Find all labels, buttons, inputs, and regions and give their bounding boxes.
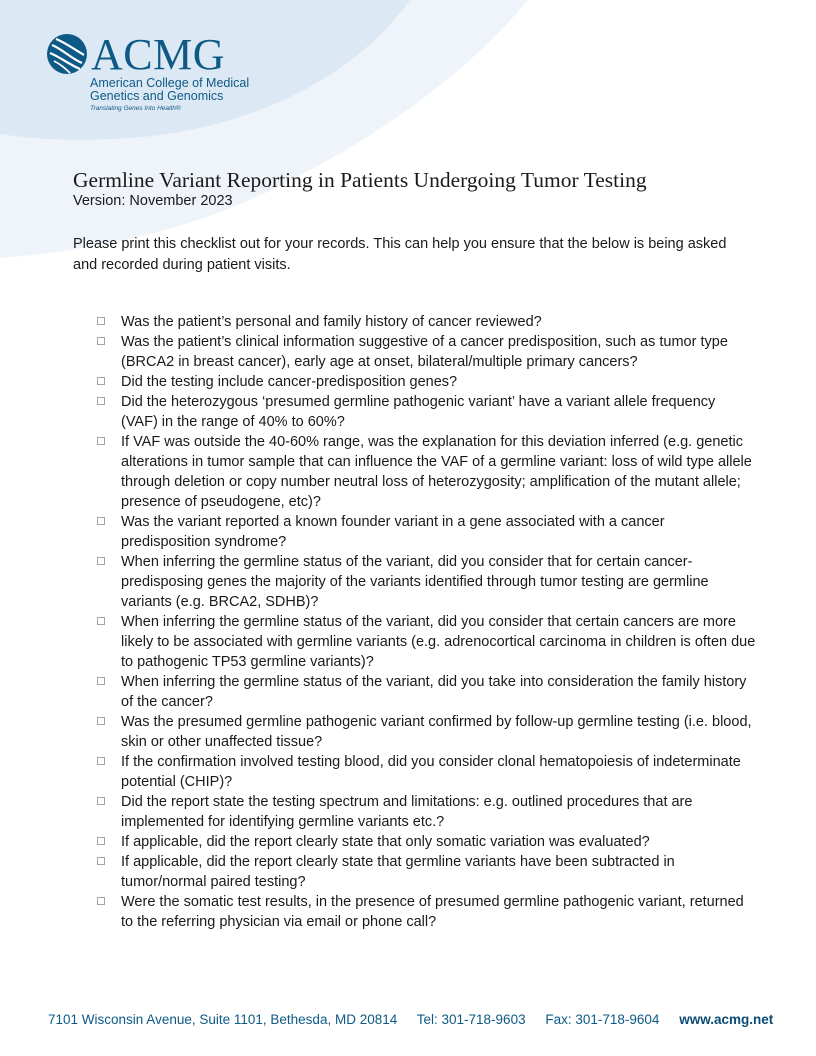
checkbox-icon[interactable] [97, 617, 105, 625]
checkbox-icon[interactable] [97, 897, 105, 905]
checklist-item [96, 832, 756, 852]
checklist-item-text: If applicable, did the report clearly state that only somatic variation was evaluated? [121, 834, 650, 850]
checklist-item [96, 892, 756, 932]
checkbox-icon[interactable] [97, 677, 105, 685]
checklist-item [96, 792, 756, 832]
checklist-item [96, 552, 756, 612]
footer-website-link[interactable]: www.acmg.net [679, 1012, 774, 1027]
checklist-item [96, 512, 756, 552]
checklist-item-text: Was the patient’s personal and family history of cancer reviewed? [121, 314, 542, 330]
document-version: Version: November 2023 [73, 193, 233, 209]
checklist-item-text: Was the patient’s clinical information suggestive of a cancer predisposition, such as tumor type (BRCA2 in breast cancer), early age at onset, bilateral/multiple primary cancers? [121, 334, 728, 370]
checkbox-icon[interactable] [97, 377, 105, 385]
dna-globe-icon [46, 33, 88, 75]
checkbox-icon[interactable] [97, 857, 105, 865]
page-footer [48, 1012, 773, 1027]
footer-phone: Tel: 301-718-9603 [416, 1012, 526, 1027]
organization-name: American College of Medical Genetics and Genomics [90, 76, 250, 103]
checklist-item [96, 712, 756, 752]
checklist-item-text: Did the testing include cancer-predisposition genes? [121, 374, 458, 390]
checklist-item [96, 672, 756, 712]
checklist-item-text: When inferring the germline status of the variant, did you consider that certain cancers are more likely to be associated with germline variants (e.g. adrenocortical carcinoma in children is often due to pathogenic TP53 germline variants)? [121, 614, 756, 670]
checklist-item-text: If the confirmation involved testing blood, did you consider clonal hematopoiesis of indeterminate potential (CHIP)? [121, 754, 741, 790]
footer-fax: Fax: 301-718-9604 [545, 1012, 660, 1027]
checklist-item [96, 852, 756, 892]
checklist-item-text: Did the report state the testing spectrum and limitations: e.g. outlined procedures that are implemented for identifying germline variants etc.? [121, 794, 693, 830]
checklist-item [96, 392, 756, 432]
checklist-item [96, 332, 756, 372]
checkbox-icon[interactable] [97, 837, 105, 845]
checkbox-icon[interactable] [97, 437, 105, 445]
document-title: Germline Variant Reporting in Patients Undergoing Tumor Testing [73, 168, 647, 192]
checkbox-icon[interactable] [97, 517, 105, 525]
checkbox-icon[interactable] [97, 337, 105, 345]
checklist-item-text: Did the heterozygous ‘presumed germline pathogenic variant’ have a variant allele frequency (VAF) in the range of 40% to 60%? [121, 394, 716, 430]
intro-paragraph: Please print this checklist out for your records. This can help you ensure that the below is being asked and recorded during patient visits. [73, 236, 727, 273]
checkbox-icon[interactable] [97, 717, 105, 725]
checklist-item-text: When inferring the germline status of the variant, did you take into consideration the family history of the cancer? [121, 674, 747, 710]
checklist-item [96, 372, 756, 392]
checkbox-icon[interactable] [97, 797, 105, 805]
checklist-item-text: If applicable, did the report clearly state that germline variants have been subtracted in tumor/normal paired testing? [121, 854, 675, 890]
checkbox-icon[interactable] [97, 317, 105, 325]
checklist-item-text: Was the variant reported a known founder variant in a gene associated with a cancer predisposition syndrome? [121, 514, 665, 550]
checklist [96, 312, 756, 932]
checkbox-icon[interactable] [97, 757, 105, 765]
checklist-item-text: If VAF was outside the 40-60% range, was the explanation for this deviation inferred (e.g. genetic alterations in tumor sample that can influence the VAF of a germline variant: loss of wild type allele through deletion or copy number neutral loss of heterozygosity; amplification of the mutant allele; presence of pseudogene, etc)? [121, 434, 752, 510]
checklist-item [96, 752, 756, 792]
organization-tagline: Translating Genes Into Health® [90, 105, 181, 112]
checkbox-icon[interactable] [97, 557, 105, 565]
checklist-item [96, 612, 756, 672]
checklist-item [96, 432, 756, 512]
checklist-item-text: Were the somatic test results, in the presence of presumed germline pathogenic variant, returned to the referring physician via email or phone call? [121, 894, 744, 930]
checklist-item [96, 312, 756, 332]
logo-wordmark: ACMG [91, 30, 226, 79]
footer-address: 7101 Wisconsin Avenue, Suite 1101, Bethesda, MD 20814 [48, 1012, 398, 1027]
checklist-item-text: Was the presumed germline pathogenic variant confirmed by follow-up germline testing (i.e. blood, skin or other unaffected tissue? [121, 714, 752, 750]
checkbox-icon[interactable] [97, 397, 105, 405]
checklist-item-text: When inferring the germline status of the variant, did you consider that for certain cancer-predisposing genes the majority of the variants identified through tumor testing are germline variants (e.g. BRCA2, SDHB)? [121, 554, 709, 610]
